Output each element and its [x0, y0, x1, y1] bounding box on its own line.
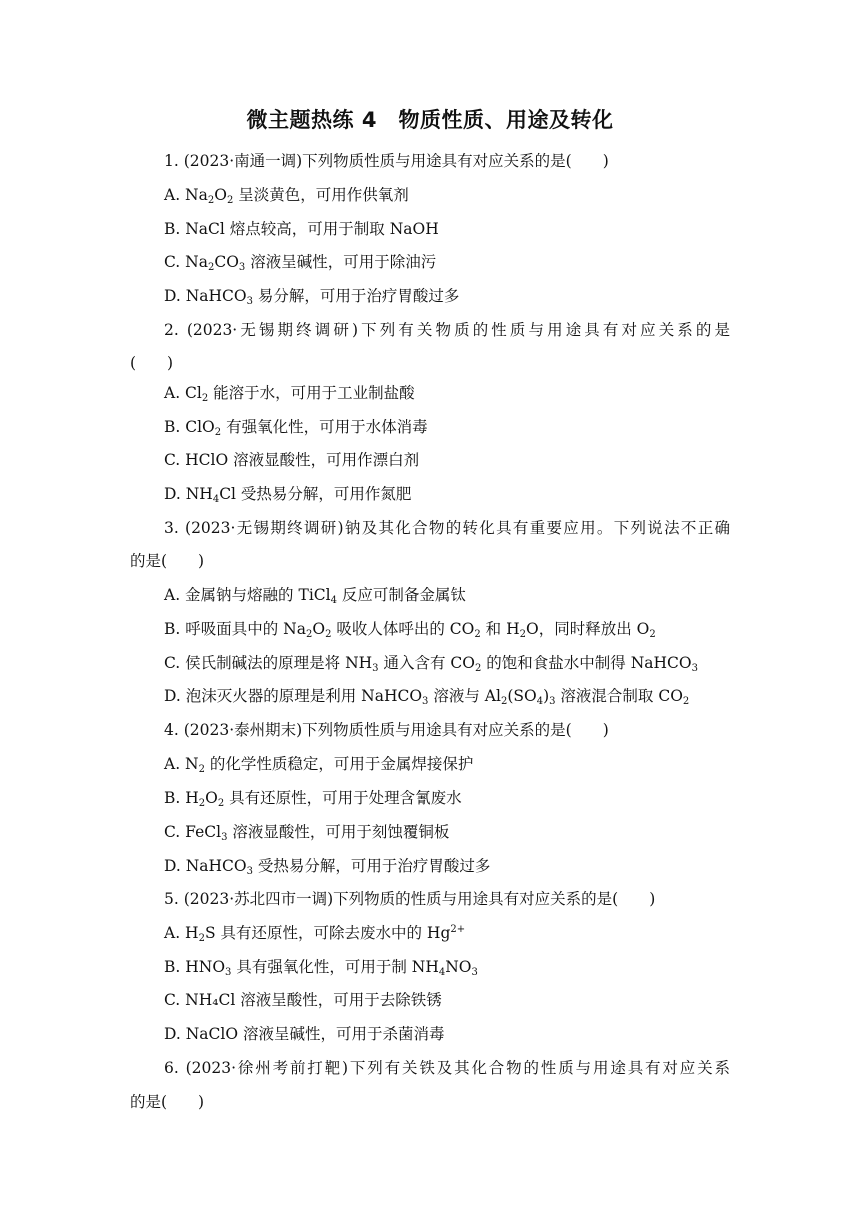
- formula-subscript: 2: [207, 195, 215, 206]
- q5-option-b: B. $HNO_3$ 具有强氧化性，可用于制 $NH_4NO_3$: [164, 958, 478, 978]
- formula-subscript: 2: [649, 629, 656, 640]
- page-title: 微主题热练 4 物质性质、用途及转化: [246, 108, 614, 132]
- question-2-stem-cont: ( ): [130, 354, 174, 372]
- formula-subscript: 3: [471, 967, 478, 978]
- formula-subscript: 2: [474, 629, 481, 640]
- formula-subscript: 2: [682, 696, 690, 707]
- formula-subscript: 3: [691, 663, 698, 674]
- q1-option-c: C. $Na_2CO_3$ 溶液呈碱性，可用于除油污: [164, 253, 437, 273]
- q3-option-c: C. 侯氏制碱法的原理是将 $NH_3$ 通入含有 $CO_2$ 的饱和食盐水中制得 NaHCO$_3$: [164, 654, 698, 674]
- q1-option-b: B. NaCl 熔点较高，可用于制取 NaOH: [164, 220, 439, 238]
- q2-option-a: A. $Cl_2$ 能溶于水，可用于工业制盐酸: [164, 384, 415, 404]
- question-5-stem: 5. (2023·苏北四市一调)下列物质的性质与用途具有对应关系的是( ): [164, 890, 656, 908]
- q5-option-a: A. $H_2S$ 具有还原性，可除去废水中的 $Hg^{2+}$: [164, 924, 466, 944]
- question-6-stem: 6. (2023·徐州考前打靶)下列有关铁及其化合物的性质与用途具有对应关系: [164, 1059, 730, 1077]
- q3-option-d: D. 泡沫灭火器的原理是利用 NaHCO$_3$ 溶液与 $Al_2(SO_4)_3$ 溶液混合制取 $CO_2$: [164, 687, 690, 707]
- formula-subscript: 3: [238, 262, 246, 273]
- formula-subscript: 4: [330, 595, 337, 606]
- q3-option-a: A. 金属钠与熔融的 TiCl$_4$ 反应可制备金属钛: [164, 586, 466, 606]
- formula-subscript: 2: [325, 629, 332, 640]
- formula-subscript: 3: [246, 296, 253, 307]
- formula-subscript: 4: [438, 967, 446, 978]
- question-1-stem: 1. (2023·南通一调)下列物质性质与用途具有对应关系的是( ): [164, 152, 609, 170]
- q4-option-c: C. FeCl$_3$ 溶液显酸性，可用于刻蚀覆铜板: [164, 823, 450, 843]
- formula-subscript: 4: [536, 696, 544, 707]
- formula-subscript: 2: [198, 933, 205, 944]
- question-4-stem: 4. (2023·泰州期末)下列物质性质与用途具有对应关系的是( ): [164, 721, 609, 739]
- formula-subscript: 2: [214, 427, 222, 438]
- q4-option-d: D. NaHCO$_3$ 受热易分解，可用于治疗胃酸过多: [164, 857, 491, 877]
- question-3-stem-cont: 的是( ): [130, 552, 205, 570]
- formula-subscript: 2: [226, 195, 234, 206]
- formula-subscript: 3: [221, 832, 228, 843]
- question-6-stem-cont: 的是( ): [130, 1093, 205, 1111]
- formula-subscript: 3: [372, 663, 379, 674]
- formula-subscript: 2: [217, 798, 225, 809]
- q5-option-d: D. NaClO 溶液呈碱性，可用于杀菌消毒: [164, 1025, 445, 1043]
- formula-subscript: 4: [212, 494, 220, 505]
- q4-option-a: A. $N_2$ 的化学性质稳定，可用于金属焊接保护: [164, 755, 474, 775]
- formula-subscript: 3: [549, 696, 556, 707]
- formula-subscript: 2: [198, 764, 205, 775]
- formula-subscript: 2: [474, 663, 482, 674]
- formula-subscript: 2: [201, 393, 209, 404]
- q2-option-c: C. HClO 溶液显酸性，可用作漂白剂: [164, 451, 420, 469]
- q2-option-d: D. $NH_4Cl$ 受热易分解，可用作氮肥: [164, 485, 412, 505]
- formula-subscript: 2: [519, 629, 526, 640]
- question-2-stem: 2. (2023·无锡期终调研)下列有关物质的性质与用途具有对应关系的是: [164, 321, 730, 339]
- q1-option-d: D. NaHCO$_3$ 易分解，可用于治疗胃酸过多: [164, 287, 460, 307]
- formula-subscript: 2: [198, 798, 206, 809]
- q1-option-a: A. $Na_2O_2$ 呈淡黄色，可用作供氧剂: [164, 186, 409, 206]
- q2-option-b: B. ClO$_2$ 有强氧化性，可用于水体消毒: [164, 418, 428, 438]
- formula-subscript: 3: [246, 866, 253, 877]
- q4-option-b: B. $H_2O_2$ 具有还原性，可用于处理含氰废水: [164, 789, 462, 809]
- charge-superscript: 2+: [450, 924, 466, 935]
- formula-subscript: 3: [422, 696, 429, 707]
- formula-subscript: 3: [225, 967, 232, 978]
- q5-option-c: C. NH₄Cl 溶液呈酸性，可用于去除铁锈: [164, 991, 442, 1009]
- question-3-stem: 3. (2023·无锡期终调研)钠及其化合物的转化具有重要应用。下列说法不正确: [164, 519, 730, 537]
- q3-option-b: B. 呼吸面具中的 $Na_2O_2$ 吸收人体呼出的 $CO_2$ 和 $H_2O$，同时释放出 $O_2$: [164, 620, 656, 640]
- formula-subscript: 2: [500, 696, 508, 707]
- formula-subscript: 2: [305, 629, 313, 640]
- formula-subscript: 2: [207, 262, 215, 273]
